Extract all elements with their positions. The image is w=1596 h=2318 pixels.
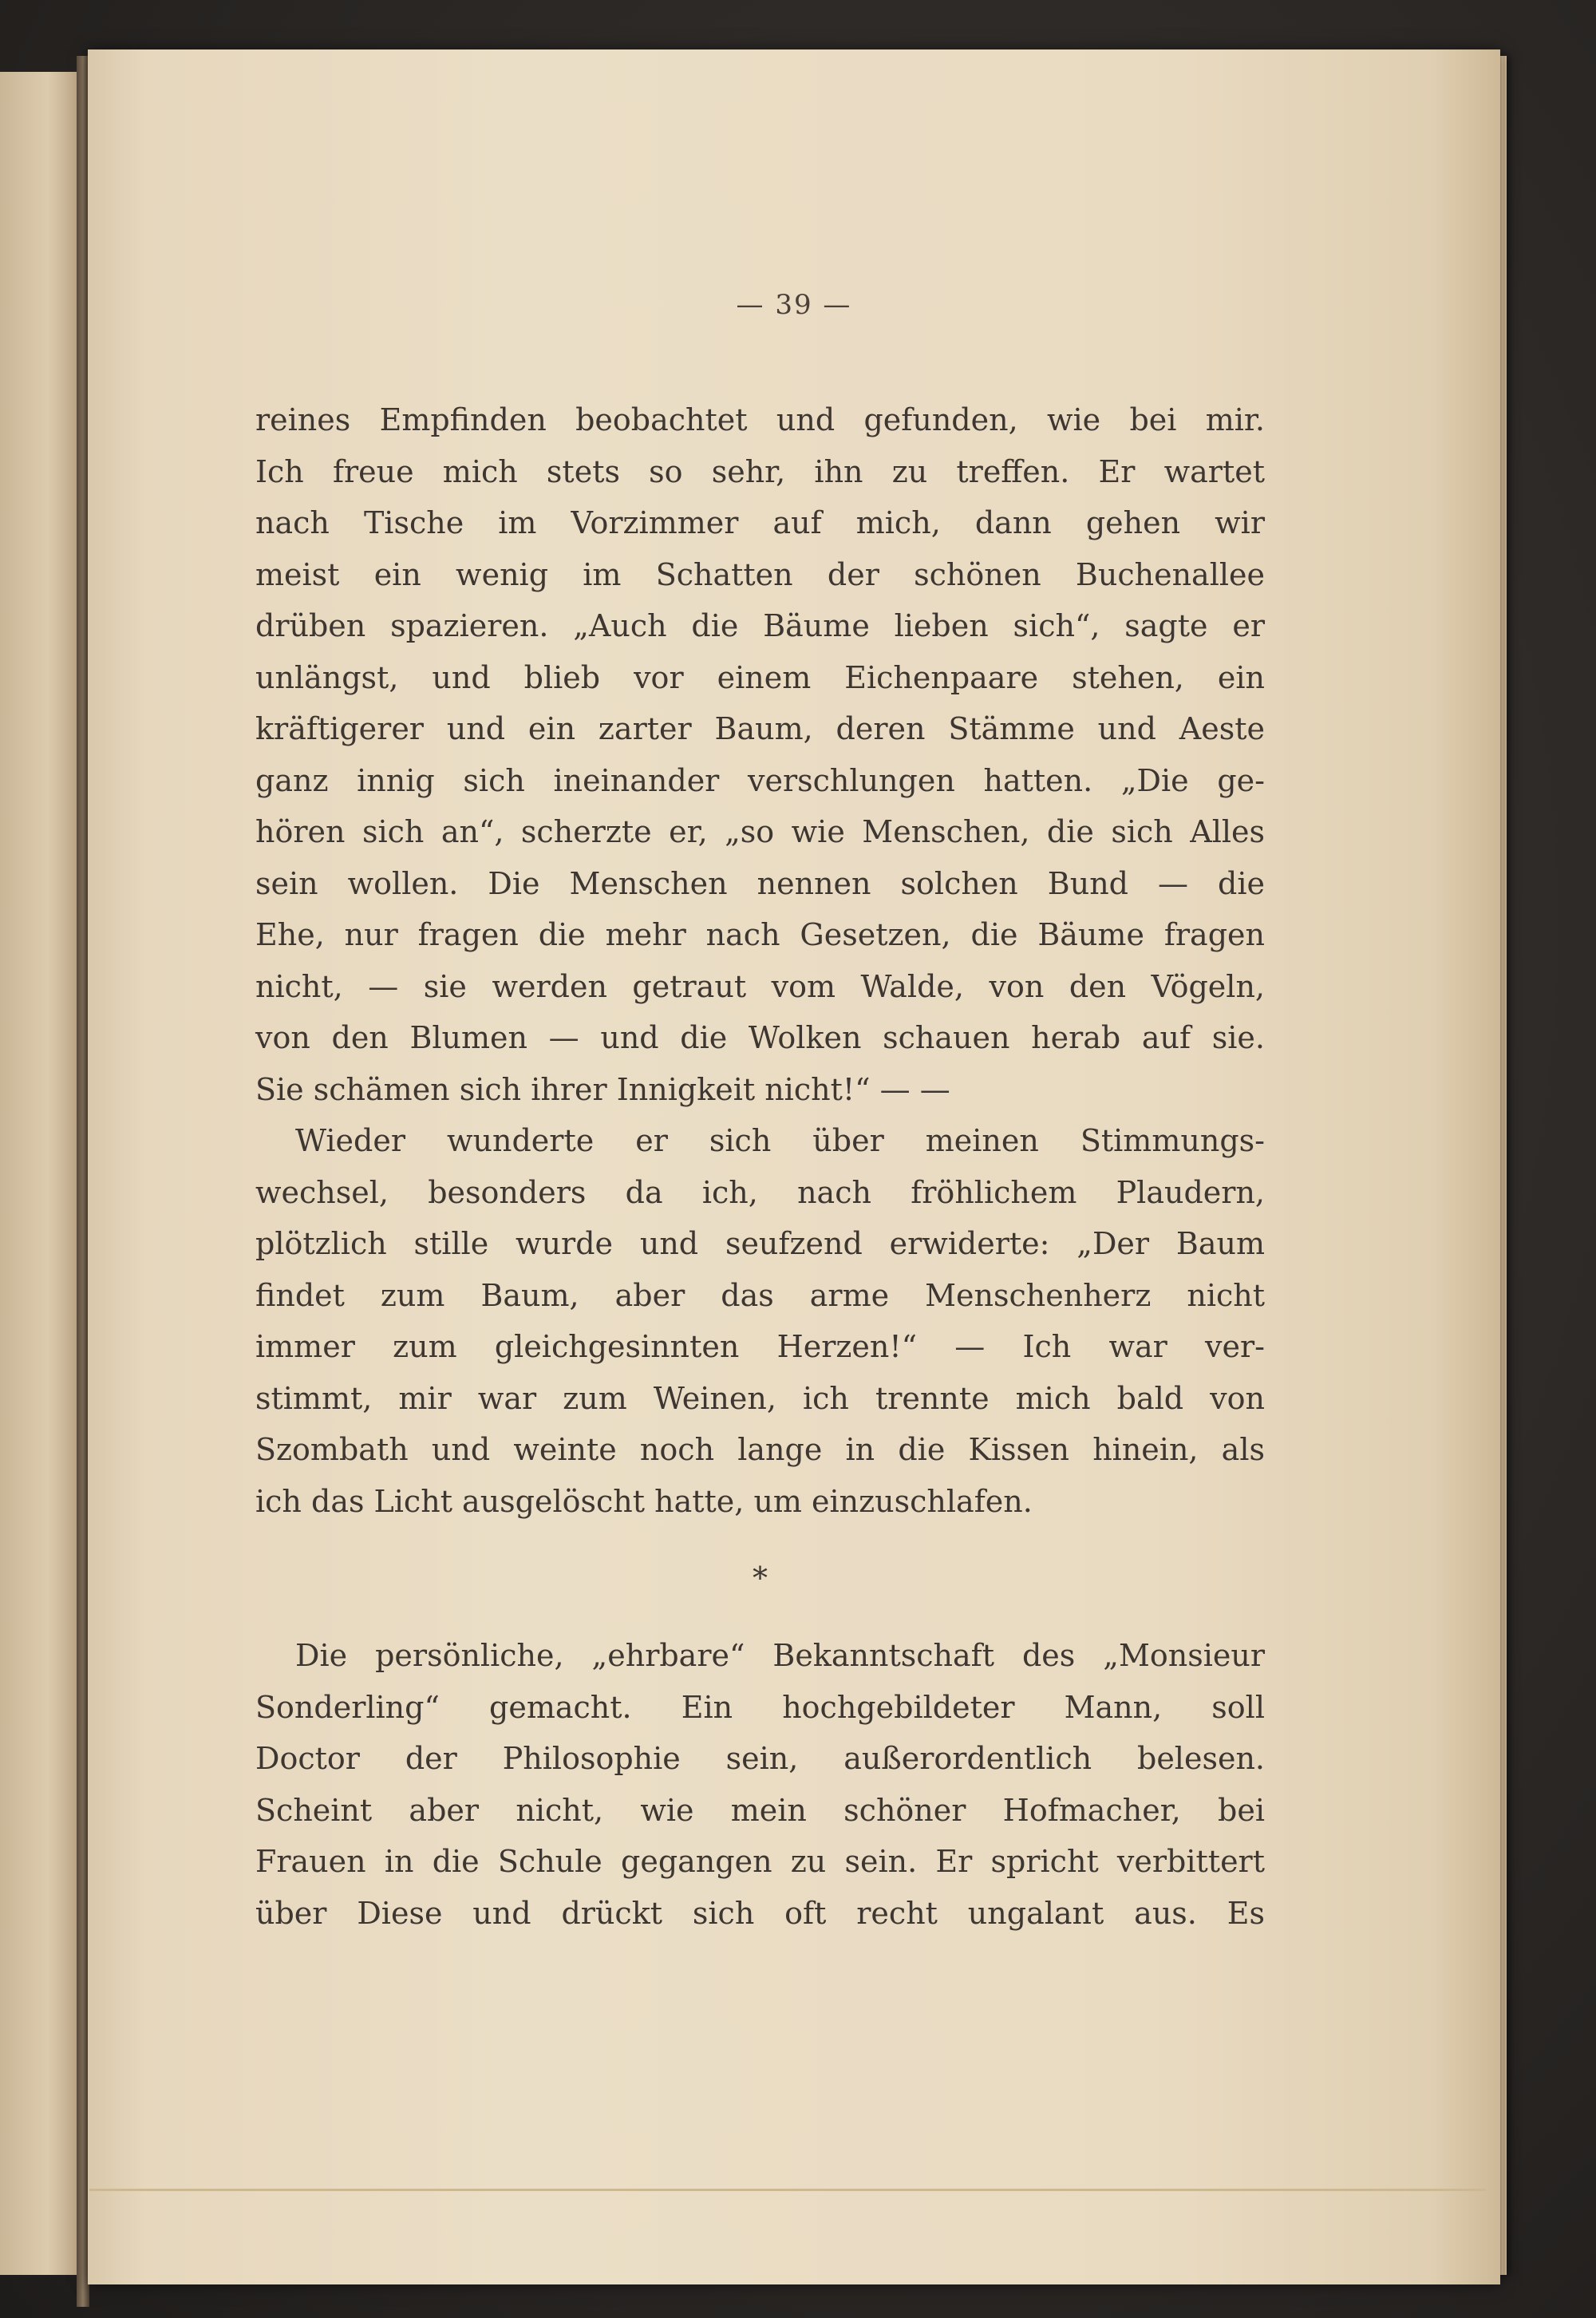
text-line: ganz innig sich ineinander verschlungen hatten. „Die ge-: [255, 762, 1265, 798]
paragraph-3: [255, 1630, 1265, 1939]
text-line: von den Blumen — und die Wolken schauen herab auf sie.: [255, 1020, 1265, 1055]
book-page: [88, 49, 1500, 2284]
text-line: immer zum gleichgesinnten Herzen!“ — Ich war ver-: [255, 1329, 1265, 1364]
page-text: [255, 394, 1265, 1939]
text-line: meist ein wenig im Schatten der schönen Buchenallee: [255, 556, 1265, 592]
text-line: Scheint aber nicht, wie mein schöner Hofmacher, bei: [255, 1792, 1265, 1828]
page-number: — 39 —: [736, 289, 852, 321]
paragraph-2: [255, 1115, 1265, 1527]
text-line: über Diese und drückt sich oft recht ungalant aus. Es: [255, 1895, 1265, 1931]
paragraph-1: [255, 394, 1265, 1115]
text-line: Ich freue mich stets so sehr, ihn zu treffen. Er wartet: [255, 453, 1265, 489]
text-line: Die persönliche, „ehrbare“ Bekanntschaft des „Monsieur: [295, 1638, 1265, 1673]
text-line: nach Tische im Vorzimmer auf mich, dann gehen wir: [255, 505, 1265, 540]
text-line: unlängst, und blieb vor einem Eichenpaare stehen, ein: [255, 659, 1265, 695]
text-line: Sie schämen sich ihrer Innigkeit nicht!“ — —: [255, 1071, 950, 1107]
text-line: ich das Licht ausgelöscht hatte, um einzuschlafen.: [255, 1483, 1033, 1519]
text-line: Wieder wunderte er sich über meinen Stimmungs-: [295, 1123, 1265, 1158]
text-line: reines Empfinden beobachtet und gefunden, wie bei mir.: [255, 402, 1265, 437]
text-line: Frauen in die Schule gegangen zu sein. Er spricht verbittert: [255, 1844, 1265, 1879]
text-line: sein wollen. Die Menschen nennen solchen Bund — die: [255, 865, 1265, 901]
text-line: kräftigerer und ein zarter Baum, deren Stämme und Aeste: [255, 711, 1265, 746]
text-line: wechsel, besonders da ich, nach fröhlichem Plaudern,: [255, 1174, 1265, 1210]
page-bottom-edge: [89, 2189, 1486, 2191]
text-line: Ehe, nur fragen die mehr nach Gesetzen, die Bäume fragen: [255, 917, 1265, 952]
text-line: drüben spazieren. „Auch die Bäume lieben sich“, sagte er: [255, 608, 1265, 643]
section-separator: *: [753, 1560, 768, 1596]
text-line: Doctor der Philosophie sein, außerordentlich belesen.: [255, 1741, 1265, 1776]
text-line: plötzlich stille wurde und seufzend erwiderte: „Der Baum: [255, 1226, 1265, 1261]
text-line: Sonderling“ gemacht. Ein hochgebildeter Mann, soll: [255, 1689, 1265, 1725]
left-page-edge: [0, 72, 80, 2275]
text-line: stimmt, mir war zum Weinen, ich trennte mich bald von: [255, 1380, 1265, 1416]
text-line: Szombath und weinte noch lange in die Kissen hinein, als: [255, 1432, 1265, 1467]
text-line: findet zum Baum, aber das arme Menschenherz nicht: [255, 1277, 1265, 1313]
text-line: hören sich an“, scherzte er, „so wie Menschen, die sich Alles: [255, 814, 1265, 849]
text-line: nicht, — sie werden getraut vom Walde, von den Vögeln,: [255, 968, 1265, 1004]
